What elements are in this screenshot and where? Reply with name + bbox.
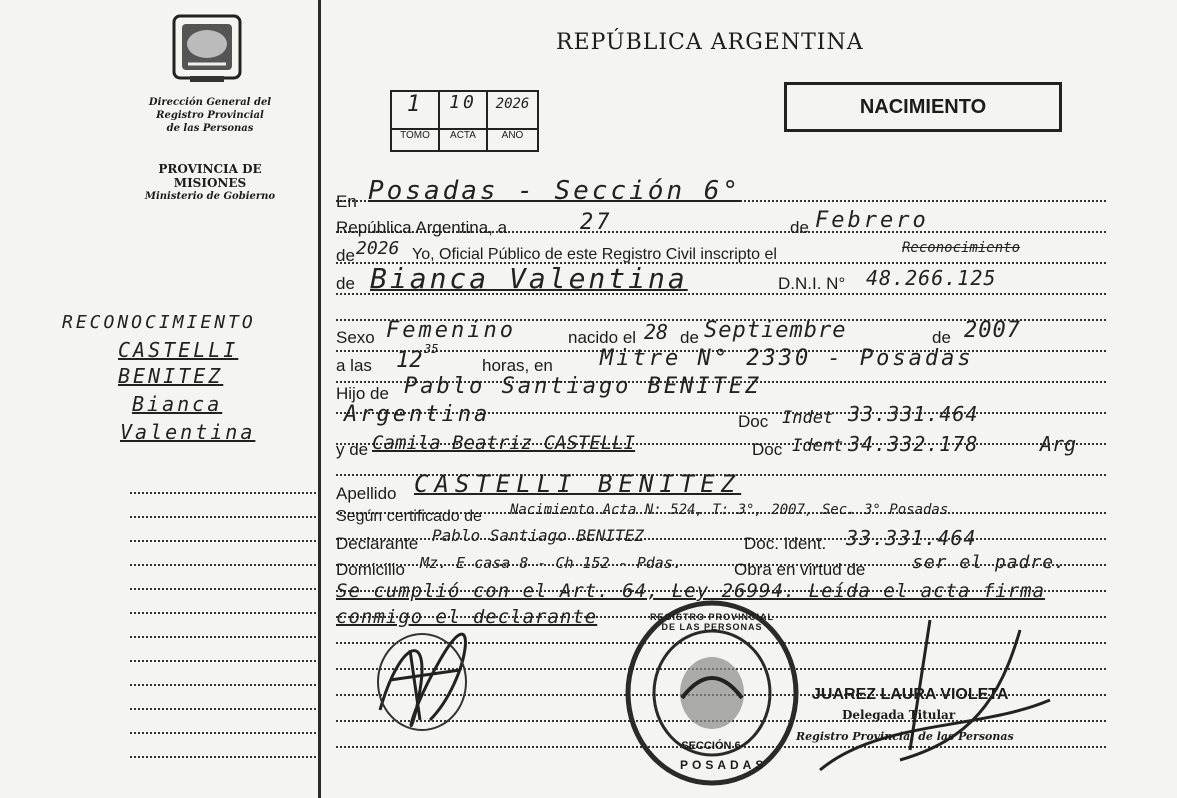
mother-name-value: Camila Beatriz CASTELLI: [372, 432, 636, 454]
anio-value: 2026: [488, 92, 537, 130]
de-label: de: [790, 218, 809, 237]
declarante-doc-value: 33.331.464: [846, 526, 977, 550]
year-value: 2026: [356, 238, 400, 259]
seal-outer-text: REGISTRO PROVINCIAL DE LAS PERSONAS: [649, 612, 774, 632]
birth-day-value: 28: [644, 320, 669, 344]
institution-line: Registro Provincial: [156, 110, 264, 121]
place-of-registration: Posadas - Sección 6°: [368, 176, 742, 206]
nacido-label: nacido el: [568, 328, 637, 347]
official-org: Registro Provincial de las Personas: [796, 730, 1014, 743]
father-name-value: Pablo Santiago BENITEZ: [404, 374, 762, 399]
page-title: REPÚBLICA ARGENTINA: [556, 30, 864, 55]
birth-year-value: 2007: [964, 318, 1021, 343]
institution-line: Dirección General del: [148, 97, 272, 108]
official-title: Delegada Titular: [842, 708, 956, 722]
de-label: de: [336, 246, 355, 265]
tomo-value: 1: [392, 92, 440, 130]
de-label: de: [336, 274, 355, 293]
dni-label: D.N.I. N°: [778, 274, 846, 293]
obra-label: Obra en virtud de: [734, 560, 866, 579]
declarante-label: Declarante: [336, 534, 419, 553]
horas-label: horas, en: [482, 356, 553, 375]
declarante-value: Pablo Santiago BENITEZ: [432, 526, 644, 545]
margin-note-line: BENITEZ: [118, 364, 224, 388]
institution-line: de las Personas: [166, 123, 254, 134]
anio-label: AÑO: [501, 130, 524, 141]
doc-label: Doc: [738, 412, 769, 431]
hijo-label: Hijo de: [336, 384, 389, 403]
mother-doc-value: 34.332.178: [848, 432, 979, 456]
acta-label: ACTA: [440, 130, 488, 150]
sexo-value: Femenino: [386, 318, 516, 343]
birth-place-value: Mitre N° 2330 - Posadas: [600, 346, 974, 371]
seal-city-text: POSADAS: [680, 758, 768, 772]
yo-text: Yo, Oficial Público de este Registro Civil inscripto el: [412, 246, 777, 263]
day-value: 27: [580, 210, 613, 235]
mother-doc-type: Ident: [792, 436, 844, 456]
note-line: conmigo el declarante: [336, 606, 598, 628]
declarante-doc-label: Doc. Ident.: [744, 534, 827, 553]
province-line: PROVINCIA DE: [158, 162, 262, 176]
de-label: de: [680, 328, 699, 347]
official-name: JUAREZ LAURA VIOLETA: [812, 686, 1009, 703]
mother-nationality-value: Arg: [1040, 432, 1077, 456]
father-nationality-value: Argentina: [344, 402, 491, 427]
de-label: de: [932, 328, 951, 347]
registry-table: [390, 90, 539, 152]
acta-value: 10: [440, 92, 488, 130]
domicilio-value: Mz. E casa 8 - Ch 152 - Pdas.: [420, 554, 682, 572]
column-divider: [318, 0, 321, 798]
tomo-label: TOMO: [392, 130, 440, 150]
sexo-label: Sexo: [336, 328, 375, 347]
sidebar-dotted-lines: [130, 470, 316, 758]
hour-value: 12: [396, 348, 423, 373]
segun-label: Según certificado de: [336, 508, 482, 525]
note-line: Se cumplió con el Art. 64, Ley 26994. Leída el acta firma: [336, 580, 1046, 602]
certificate-value: Nacimiento Acta N: 524, T: 3°, 2007, Sec. 3° Posadas: [510, 502, 949, 518]
document-type-label: NACIMIENTO: [859, 95, 987, 118]
month-value: Febrero: [815, 208, 929, 233]
inscription-type: Reconocimiento: [902, 240, 1021, 256]
coat-of-arms-icon: [168, 14, 246, 84]
margin-note-line: Bianca: [132, 392, 223, 416]
mother-doc-label: Doc: [752, 440, 783, 459]
apellido-label: Apellido: [336, 484, 397, 503]
dni-value: 48.266.125: [866, 266, 997, 290]
domicilio-label: Domicilio: [336, 560, 405, 579]
margin-note-line: Valentina: [120, 420, 256, 444]
republica-label: República Argentina, a: [336, 218, 508, 237]
obra-value: ser el padre.: [912, 552, 1066, 573]
registered-name: Bianca Valentina: [370, 262, 688, 295]
yde-label: y de: [336, 440, 369, 459]
minute-value: 35: [424, 342, 439, 356]
birth-month-value: Septiembre: [704, 318, 847, 343]
alas-label: a las: [336, 356, 372, 375]
father-doc-type: Indet: [782, 408, 834, 428]
declarant-signature-icon: [360, 620, 480, 740]
document-type-box: [784, 82, 1062, 132]
father-doc-value: 33.331.464: [848, 402, 979, 426]
province-line: MISIONES: [173, 176, 247, 190]
en-label: En: [336, 192, 357, 211]
seal-inner-text: SECCIÓN 6: [681, 740, 741, 752]
margin-note-line: CASTELLI: [118, 338, 239, 362]
margin-note-line: RECONOCIMIENTO: [62, 312, 256, 333]
surname-value: CASTELLI BENITEZ: [414, 470, 742, 498]
ministry-label: Ministerio de Gobierno: [144, 191, 276, 202]
